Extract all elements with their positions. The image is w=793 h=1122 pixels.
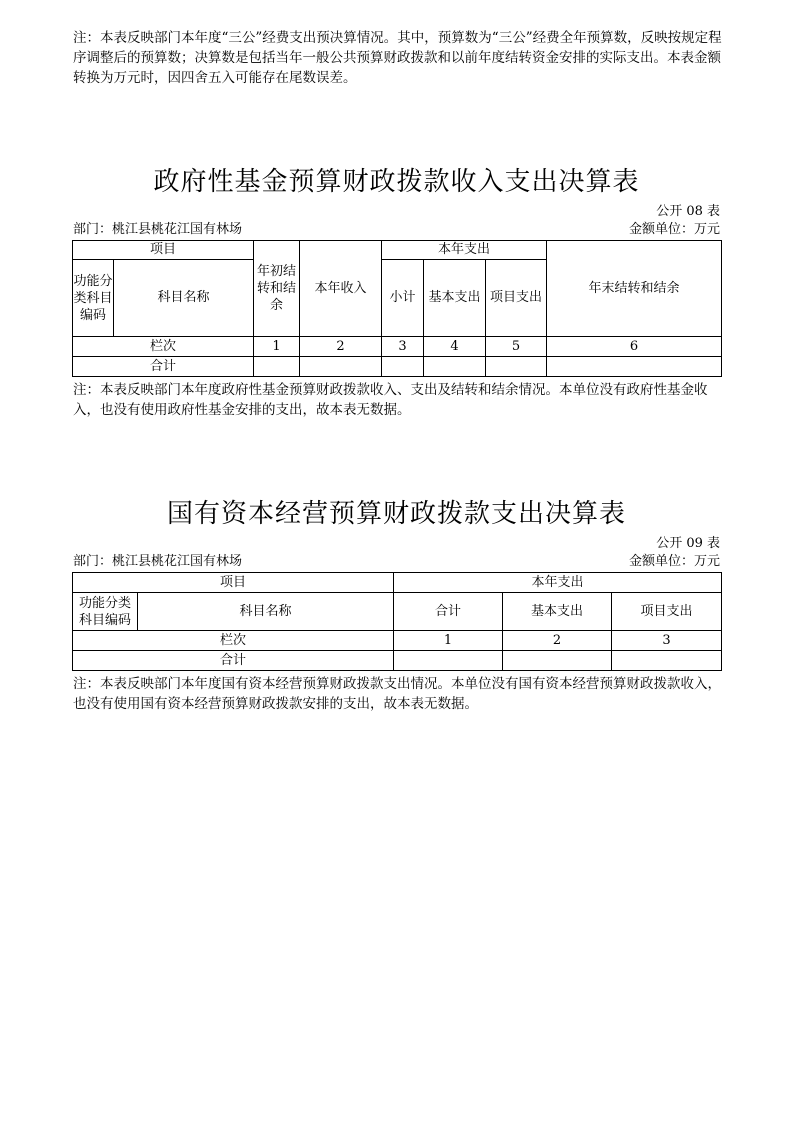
header-project: 项目 — [73, 573, 394, 593]
col-number: 3 — [612, 631, 722, 651]
header-func-code: 功能分类科目编码 — [73, 260, 114, 337]
row-col-label: 栏次 — [73, 337, 254, 357]
table08-dept: 部门：桃江县桃花江国有林场 — [73, 222, 243, 237]
empty-cell — [382, 357, 424, 377]
empty-cell — [486, 357, 547, 377]
header-basic: 基本支出 — [424, 260, 486, 337]
header-begin-balance: 年初结转和结余 — [254, 241, 300, 337]
col-number: 6 — [547, 337, 722, 357]
col-number: 2 — [503, 631, 612, 651]
header-expense: 本年支出 — [394, 573, 722, 593]
table08-title: 政府性基金预算财政拨款收入支出决算表 — [153, 167, 640, 197]
header-proj: 项目支出 — [612, 593, 722, 631]
table09-note: 注：本表反映部门本年度国有资本经营预算财政拨款支出情况。本单位没有国有资本经营预算财政拨款收入，也没有使用国有资本经营预算财政拨款安排的支出，故本表无数据。 — [73, 676, 721, 712]
col-number: 1 — [254, 337, 300, 357]
header-income: 本年收入 — [300, 241, 382, 337]
col-number: 2 — [300, 337, 382, 357]
col-number: 5 — [486, 337, 547, 357]
table08-number: 公开 08 表 — [656, 204, 720, 219]
table08-note: 注：本表反映部门本年度政府性基金预算财政拨款收入、支出及结转和结余情况。本单位没有政府性基金收入，也没有使用政府性基金安排的支出，故本表无数据。 — [73, 382, 708, 418]
top-note: 注：本表反映部门本年度“三公”经费支出预决算情况。其中，预算数为“三公”经费全年预算数，反映按规定程序调整后的预算数；决算数是包括当年一般公共预算财政拨款和以前年度结转资金安排的实际支出。本表金额转换为万元时，因四舍五入可能存在尾数误差。 — [73, 30, 722, 86]
header-total: 合计 — [394, 593, 503, 631]
header-subtotal: 小计 — [382, 260, 424, 337]
col-number: 4 — [424, 337, 486, 357]
header-subject: 科目名称 — [114, 260, 254, 337]
empty-cell — [300, 357, 382, 377]
empty-cell — [547, 357, 722, 377]
col-number: 3 — [382, 337, 424, 357]
empty-cell — [424, 357, 486, 377]
col-number: 1 — [394, 631, 503, 651]
header-basic: 基本支出 — [503, 593, 612, 631]
header-proj: 项目支出 — [486, 260, 547, 337]
row-col-label: 栏次 — [73, 631, 394, 651]
table08-unit: 金额单位：万元 — [628, 222, 720, 237]
table09-unit: 金额单位：万元 — [628, 554, 720, 569]
row-total-label: 合计 — [73, 357, 254, 377]
header-project: 项目 — [73, 241, 254, 260]
table09-number: 公开 09 表 — [656, 536, 720, 551]
empty-cell — [254, 357, 300, 377]
header-end-balance: 年末结转和结余 — [547, 241, 722, 337]
empty-cell — [503, 651, 612, 671]
table09-title: 国有资本经营预算财政拨款支出决算表 — [166, 499, 626, 529]
empty-cell — [394, 651, 503, 671]
header-expense: 本年支出 — [382, 241, 547, 260]
table09-dept: 部门：桃江县桃花江国有林场 — [73, 554, 243, 569]
header-func-code: 功能分类科目编码 — [73, 593, 138, 631]
table08 — [72, 240, 722, 377]
row-total-label: 合计 — [73, 651, 394, 671]
table09 — [72, 572, 722, 671]
header-subject: 科目名称 — [138, 593, 394, 631]
empty-cell — [612, 651, 722, 671]
